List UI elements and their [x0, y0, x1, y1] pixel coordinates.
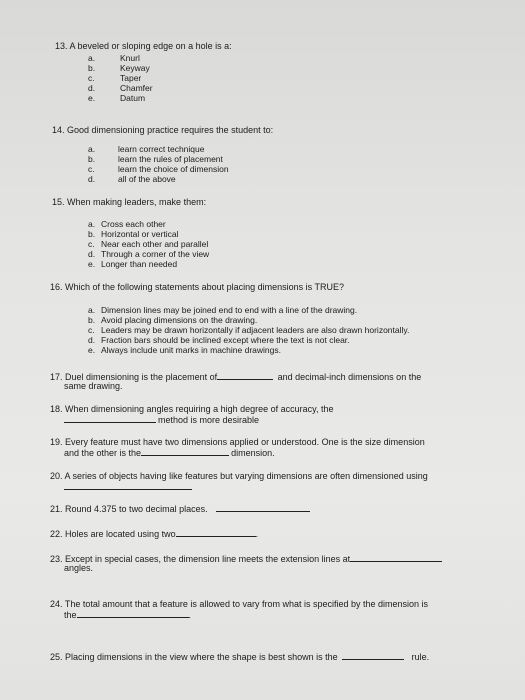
question-16-option-a	[88, 305, 357, 315]
question-22-text: 22. Holes are located using two	[50, 529, 176, 539]
question-19-text-cont: dimension.	[231, 448, 275, 458]
question-18-text: method is more desirable	[158, 415, 260, 425]
option-letter: d.	[88, 249, 96, 259]
option-letter: c.	[88, 239, 95, 249]
answer-blank[interactable]	[217, 371, 273, 380]
question-23-text: 23. Except in special cases, the dimension line meets the extension lines at	[50, 554, 351, 564]
question-24-text: the	[64, 610, 77, 620]
option-text: Leaders may be drawn horizontally if adjacent leaders are also drawn horizontally.	[101, 325, 410, 335]
option-text: Avoid placing dimensions on the drawing.	[101, 315, 258, 325]
question-24-text-cont: .	[188, 610, 192, 620]
question-16-option-d	[88, 335, 350, 345]
option-letter: a.	[88, 219, 96, 229]
question-25	[50, 651, 429, 663]
question-21-text: 21. Round 4.375 to two decimal places.	[50, 504, 208, 514]
option-letter: b.	[88, 63, 96, 73]
option-text: Fraction bars should be inclined except where the text is not clear.	[101, 335, 350, 345]
option-letter: b.	[88, 229, 96, 239]
answer-blank[interactable]	[77, 609, 189, 618]
answer-blank[interactable]	[342, 651, 404, 660]
option-text: Through a corner of the view	[101, 249, 210, 259]
answer-blank[interactable]	[176, 528, 256, 537]
question-25-text: 25. Placing dimensions in the view where the shape is best shown is the	[50, 652, 338, 662]
question-15-stem: 15. When making leaders, make them:	[52, 197, 207, 207]
option-letter: a.	[88, 305, 96, 315]
option-text: Chamfer	[120, 83, 153, 93]
question-21	[50, 503, 310, 515]
option-letter: c.	[88, 325, 95, 335]
option-text: all of the above	[118, 174, 176, 184]
option-text: Cross each other	[101, 219, 166, 229]
question-13-stem: 13. A beveled or sloping edge on a hole is a:	[55, 41, 232, 51]
option-text: Near each other and parallel	[101, 239, 209, 249]
option-letter: b.	[88, 315, 96, 325]
question-13-option-a	[88, 53, 140, 63]
question-14-option-d	[88, 174, 176, 184]
question-16-option-b	[88, 315, 257, 325]
option-letter: c.	[88, 164, 95, 174]
question-19-text: and the other is the	[64, 448, 142, 458]
option-text: Knurl	[120, 53, 140, 63]
answer-blank[interactable]	[350, 553, 442, 562]
question-17-text-cont: and decimal-inch dimensions on the	[277, 372, 422, 382]
option-letter: e.	[88, 259, 96, 269]
option-text: Always include unit marks in machine drawings.	[101, 345, 281, 355]
option-letter: d.	[88, 83, 96, 93]
option-letter: e.	[88, 93, 96, 103]
question-15-option-d	[88, 249, 209, 259]
question-22-text-cont: .	[255, 529, 259, 539]
question-13-option-b	[88, 63, 150, 73]
question-20-line2	[64, 481, 192, 493]
question-18-line2	[64, 414, 259, 426]
question-25-text-cont: rule.	[411, 652, 430, 662]
option-text: learn the rules of placement	[118, 154, 223, 164]
question-16-option-c	[88, 325, 409, 335]
question-23	[50, 553, 442, 565]
answer-blank[interactable]	[64, 414, 156, 423]
option-text: Taper	[120, 73, 142, 83]
option-letter: d.	[88, 335, 96, 345]
question-18: 18. When dimensioning angles requiring a high degree of accuracy, the	[50, 404, 334, 414]
answer-blank[interactable]	[64, 481, 192, 490]
question-14-option-a	[88, 144, 204, 154]
question-15-option-e	[88, 259, 177, 269]
question-19: 19. Every feature must have two dimensions applied or understood. One is the size dimension	[50, 437, 425, 447]
option-text: Horizontal or vertical	[101, 229, 179, 239]
option-text: Longer than needed	[101, 259, 178, 269]
option-text: learn correct technique	[118, 144, 205, 154]
option-letter: a.	[88, 144, 96, 154]
option-text: Keyway	[120, 63, 150, 73]
question-22	[50, 528, 258, 540]
option-text: Datum	[120, 93, 146, 103]
question-19-line2	[64, 447, 275, 459]
question-23-line2: angles.	[64, 563, 94, 573]
answer-blank[interactable]	[216, 503, 310, 512]
question-15-option-a	[88, 219, 166, 229]
question-16-option-e	[88, 345, 281, 355]
option-letter: b.	[88, 154, 96, 164]
option-letter: d.	[88, 174, 96, 184]
answer-blank[interactable]	[141, 447, 229, 456]
option-letter: e.	[88, 345, 96, 355]
option-letter: a.	[88, 53, 96, 63]
question-13-option-c	[88, 73, 141, 83]
question-15-option-b	[88, 229, 178, 239]
question-14-option-b	[88, 154, 223, 164]
question-24: 24. The total amount that a feature is allowed to vary from what is specified by the dimension is	[50, 599, 429, 609]
question-13-option-d	[88, 83, 153, 93]
question-13-option-e	[88, 93, 145, 103]
question-17-text: 17. Duel dimensioning is the placement of	[50, 372, 218, 382]
question-24-line2	[64, 609, 191, 621]
question-16-stem: 16. Which of the following statements about placing dimensions is TRUE?	[50, 282, 344, 292]
option-text: learn the choice of dimension	[118, 164, 229, 174]
question-14-stem: 14. Good dimensioning practice requires the student to:	[52, 125, 274, 135]
option-text: Dimension lines may be joined end to end with a line of the drawing.	[101, 305, 358, 315]
question-20: 20. A series of objects having like features but varying dimensions are often dimensioned using	[50, 471, 428, 481]
question-15-option-c	[88, 239, 208, 249]
question-17-line2: same drawing.	[64, 381, 123, 391]
question-14-option-c	[88, 164, 229, 174]
option-letter: c.	[88, 73, 95, 83]
